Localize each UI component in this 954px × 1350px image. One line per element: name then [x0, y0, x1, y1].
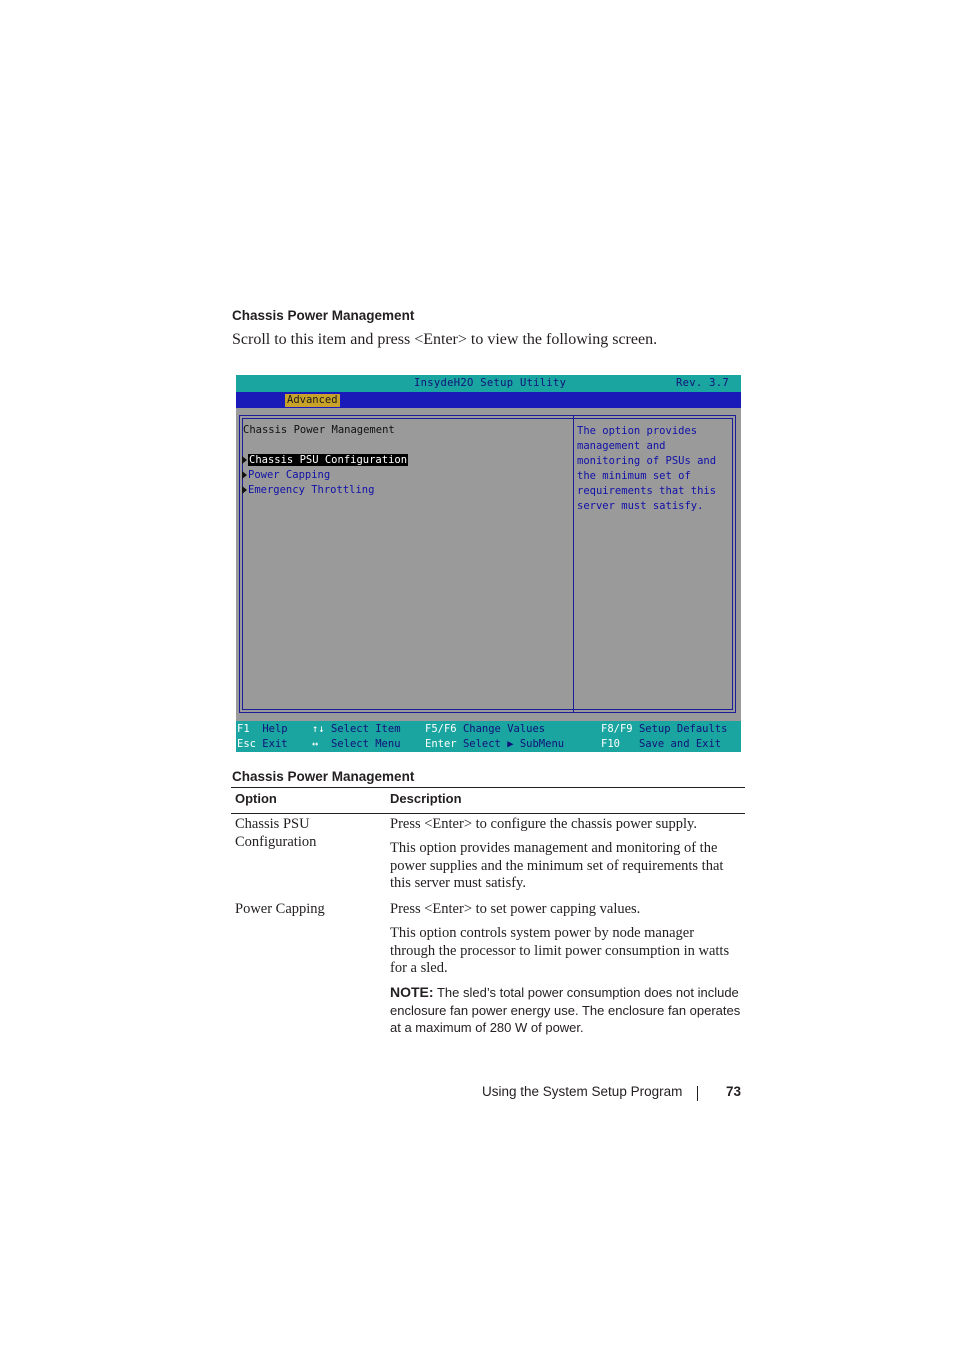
legend-setup-defaults: F8/F9 Setup Defaults: [601, 723, 728, 735]
bios-revision: Rev. 3.7: [676, 377, 729, 389]
section-heading: Chassis Power Management: [232, 308, 415, 323]
table-header-rule: [231, 813, 745, 814]
tab-advanced[interactable]: Advanced: [287, 394, 338, 406]
help-line: server must satisfy.: [577, 500, 704, 512]
help-line: the minimum set of: [577, 470, 691, 482]
legend-select-menu: ↔ Select Menu: [312, 738, 401, 750]
menu-item-label: Chassis PSU Configuration: [249, 454, 408, 466]
description-text: This option provides management and monitoring of the power supplies and the minimum set of requirements that this server must satisfy.: [390, 840, 724, 891]
note-text: The sled’s total power consumption does not include enclosure fan power energy use. The enclosure fan operates at a maximum of 280 W of power.: [390, 985, 741, 1035]
legend-change-values: F5/F6 Change Values: [425, 723, 546, 735]
bios-screen-title: Chassis Power Management: [243, 424, 395, 436]
menu-item-chassis-psu-configuration[interactable]: [242, 454, 408, 466]
submenu-arrow-icon: [242, 471, 247, 479]
column-header-description: Description: [390, 791, 462, 806]
option-power-capping: Power Capping: [235, 901, 325, 917]
menu-item-emergency-throttling[interactable]: [242, 484, 374, 496]
table-top-rule: [231, 787, 745, 788]
legend-esc-exit: Esc Exit: [237, 738, 288, 750]
footer-separator: [697, 1086, 698, 1101]
bios-key-legend: [236, 721, 741, 752]
legend-select-item: ↑↓ Select Item: [312, 723, 401, 735]
description-text: Press <Enter> to configure the chassis power supply.: [390, 816, 697, 832]
menu-item-power-capping[interactable]: [242, 469, 330, 481]
bios-divider: [573, 415, 574, 713]
help-line: requirements that this: [577, 485, 717, 497]
legend-f1-help: F1 Help: [237, 723, 288, 735]
footer-section-title: Using the System Setup Program: [482, 1084, 683, 1099]
note-label: NOTE:: [390, 984, 434, 1000]
legend-select-submenu: Enter Select ▶ SubMenu: [425, 738, 565, 750]
option-chassis-psu-configuration: Chassis PSU Configuration: [235, 816, 317, 850]
menu-item-label: Emergency Throttling: [248, 484, 375, 496]
bios-menu-bar: [236, 392, 741, 408]
submenu-arrow-icon: [242, 486, 247, 494]
legend-save-exit: F10 Save and Exit: [601, 738, 722, 750]
column-header-option: Option: [235, 791, 277, 806]
page-number: 73: [726, 1084, 742, 1099]
help-line: The option provides: [577, 425, 698, 437]
description-text: Press <Enter> to set power capping values.: [390, 901, 641, 917]
menu-item-label: Power Capping: [248, 469, 331, 481]
submenu-arrow-icon: [242, 456, 247, 464]
bios-title-bar: [236, 375, 741, 392]
bios-help-panel: [577, 424, 735, 514]
bios-title: InsydeH2O Setup Utility: [414, 377, 567, 389]
table-caption: Chassis Power Management: [232, 769, 415, 784]
bios-screenshot: [236, 375, 741, 752]
help-line: monitoring of PSUs and: [577, 455, 717, 467]
help-line: management and: [577, 440, 666, 452]
intro-text: Scroll to this item and press <Enter> to view the following screen.: [232, 331, 658, 348]
description-text: This option controls system power by node manager through the processor to limit power consumption in watts for a sled.: [390, 925, 730, 976]
power-capping-note: [390, 984, 745, 1037]
